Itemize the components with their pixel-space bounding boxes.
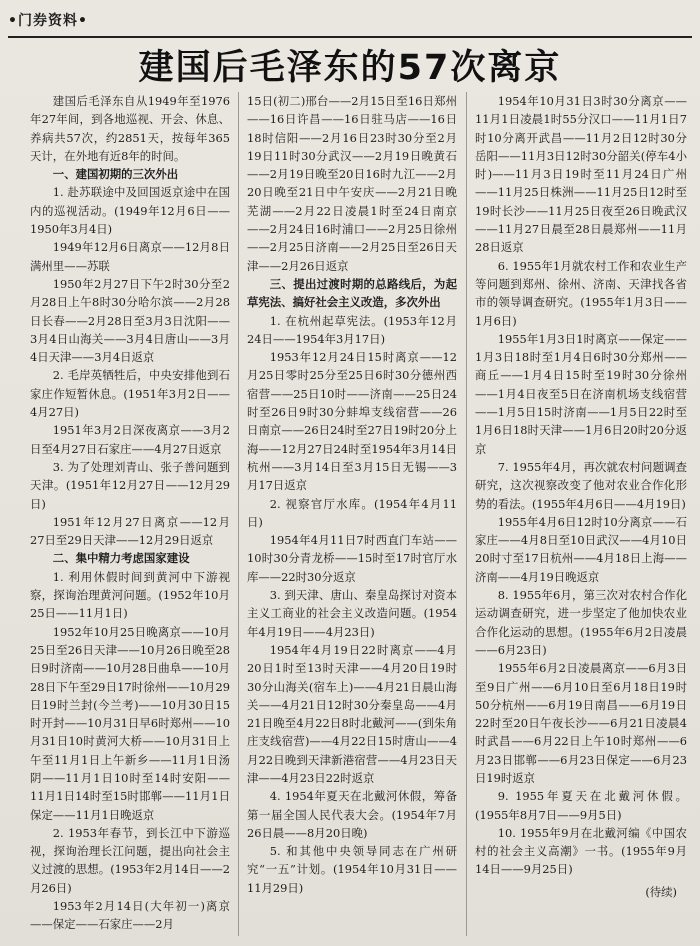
paragraph: 8. 1955年6月，第三次对农村合作化运动调查研究，进一步坚定了他加快农业合作化运动的思想。(1955年6月2日凌晨——6月23日) [475,588,687,657]
paragraph: 1953年12月24日15时离京——12月25日零时25分至25日6时30分德州西宿营——25日10时——济南——25日24时至26日9时30分蚌埠支线宿营——26日南京——26日24时至27日19时20分上海——12月27日24时至1954年3月14日杭州——3月14日至3月15日无锡——3月17日返京 [247,350,457,493]
section-divider [8,36,692,38]
paragraph: 2. 视察官厅水库。(1954年4月11日) [247,496,457,529]
headline: 建国后毛泽东的57次离京 [138,48,562,88]
paragraph: 1955年1月3日1时离京——保定——1月3日18时至1月4日6时30分郑州——商丘——1月4日15时至19时30分徐州——1月4日夜至5日在济南机场支线宿营——1月5日15时济南——1月5日22时至1月6日18时天津——1月6日20时20分返京 [475,331,687,456]
paragraph: 1953年2月14日(大年初一)离京——保定——石家庄——2月 [30,899,230,932]
section-heading: 一、建国初期的三次外出 [52,167,179,182]
paragraph: 3. 到天津、唐山、秦皇岛探讨对资本主义工商业的社会主义改造问题。(1954年4月19日——4月23日) [247,588,457,639]
paragraph: 1950年2月27日下午2时30分至2月28日上午8时30分哈尔滨——2月28日长春——2月28日至3月3日沈阳——3月4日山海关——3月4日唐山——3月4日天津——3月4日返京 [30,276,230,365]
section-heading: 二、集中精力考虑国家建设 [52,551,190,566]
paragraph: 2. 1953年春节，到长江中下游巡视，探询治理长江问题，提出向社会主义过渡的思想。(1953年2月14日——2月26日) [30,825,230,895]
section-heading: 三、提出过渡时期的总路线后，为起草宪法、搞好社会主义改造，多次外出 [247,276,457,310]
paragraph: 3. 为了处理刘青山、张子善问题到天津。(1951年12月27日——12月29日) [30,459,230,511]
article-column-3 [475,92,687,940]
article-column-1 [30,92,230,940]
paragraph: 1954年4月11日7时西直门车站——10时30分青龙桥——15时至17时官厅水库——22时30分返京 [247,533,457,584]
paragraph: 1954年4月19日22时离京——4月20日1时至13时天津——4月20日19时30分山海关(宿车上)——4月21日晨山海关——4月21日12时30分秦皇岛——4月21日晚至4月22日8时北戴河——(到朱角庄支线宿营)——4月22日15时唐山——4月22日晚到天津新港宿营——4月23日天津——4月23日22时返京 [247,642,457,785]
paragraph: 1955年4月6日12时10分离京——石家庄——4月8日至10日武汉——4月10日20时寸至17日杭州——4月18日上海——济南——4月19日晚返京 [475,514,687,584]
paragraph: 1951年3月2日深夜离京——3月2日至4月27日石家庄——4月27日返京 [30,423,230,456]
column-divider [238,92,239,936]
paragraph: 10. 1955年9月在北戴河编《中国农村的社会主义高潮》一书。(1955年9月14日——9月25日) [475,825,687,877]
paragraph: 1952年10月25日晚离京——10月25日至26日天津——10月26日晚至28日9时济南——10月28日曲阜——10月28日下午至29日17时徐州——10月29日19时兰封(今兰考)——10月30日15时开封——10月31日早6时郑州——10月31日10时黄河大桥——10月31日上午至11月1日上午新乡——11月1日汤阴——11月1日10时至14时安阳——11月1日14时至15时邯郸——11月1日保定——11月1日晚返京 [30,624,230,822]
paragraph: 15日(初二)邢台——2月15日至16日郑州——16日许昌——16日驻马店——16日18时信阳——2月16日23时30分至2月19日11时30分武汉——2月19日晚黄石——2月19日晚至20日16时九江——2月20日晚至21日中午安庆——2月21日晚芜湖——2月22日凌晨1时至24日南京——2月24日16时浦口——2月25日徐州——2月25日济南——2月25日至26日天津——2月26日返京 [247,94,457,273]
paragraph: 4. 1954年夏天在北戴河休假，筹备第一届全国人民代表大会。(1954年7月26日晨——8月20日晚) [247,789,457,840]
paragraph: 1955年6月2日凌晨离京——6月3日至9日广州——6月10日至6月18日19时50分杭州——6月19日南昌——6月19日22时至20日午夜长沙——6月21日凌晨4时武昌——6月22日上午10时郑州——6月23日邯郸——6月23日保定——6月23日19时返京 [475,661,687,785]
paragraph: 建国后毛泽东自从1949年至1976年27年间，到各地巡视、开会、休息、养病共57次，约2851天，按每年365天计，在外地有近8年的时间。 [30,94,230,163]
paragraph: 1. 利用休假时间到黄河中下游视察，探询治理黄河问题。(1952年10月25日——11月1日) [30,569,230,621]
paragraph: 9. 1955年夏天在北戴河休假。(1955年8月7日——9月5日) [475,789,687,822]
paragraph: 1949年12月6日离京——12月8日满州里——苏联 [30,240,230,273]
section-tag: •门券资料• [8,13,88,29]
paragraph: 5. 和其他中央领导同志在广州研究“一五”计划。(1954年10月31日——11月29日) [247,844,457,895]
paragraph: 1954年10月31日3时30分离京——11月1日凌晨1时55分汉口——11月1日7时10分离开武昌——11月2日12时30分岳阳——11月3日12时30分韶关(停车4小时)——11月3日19时至11月24日广州——11月25日株洲——11月25日12时至19时长沙——11月25日夜至26日晚武汉——11月27日晨至28日晨郑州——11月28日返京 [475,94,687,255]
paragraph: 1. 在杭州起草宪法。(1953年12月24日——1954年3月17日) [247,313,457,346]
column-divider [466,92,467,936]
paragraph: 6. 1955年1月就农村工作和农业生产等问题到郑州、徐州、济南、天津找各省市的领导调查研究。(1955年1月3日——1月6日) [475,258,687,328]
article-column-2 [247,92,457,940]
continued-note: (待续) [645,884,677,899]
paragraph: 7. 1955年4月，再次就农村问题调查研究，这次视察改变了他对农业合作化形势的看法。(1955年4月6日——4月19日) [475,459,687,511]
paragraph: 1. 赴苏联途中及回国返京途中在国内的巡视活动。(1949年12月6日——1950年3月4日) [30,185,230,237]
paragraph: 2. 毛岸英牺牲后，中央安排他到石家庄作短暂休息。(1951年3月2日——4月27日) [30,368,230,420]
paragraph: 1951年12月27日离京——12月27日至29日天津——12月29日返京 [30,514,230,548]
